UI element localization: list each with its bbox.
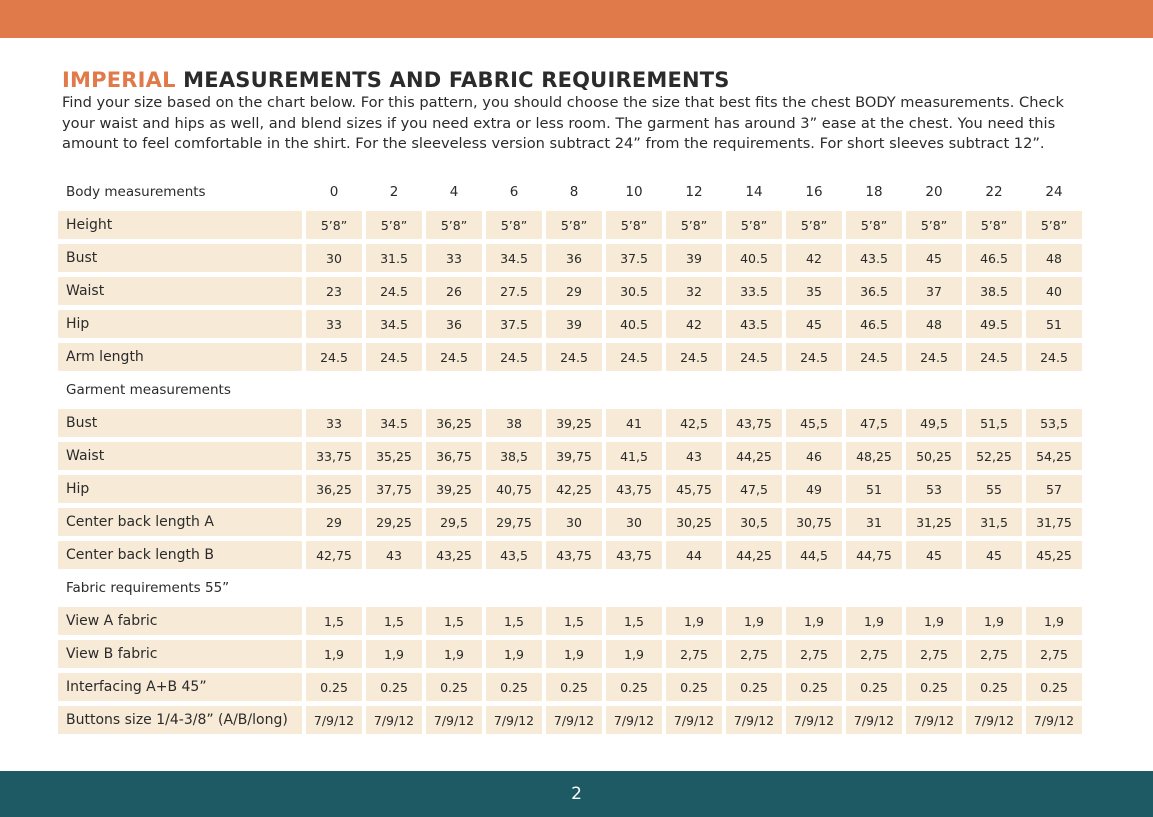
table-cell: 48,25 [846,442,902,470]
table-cell: 1,9 [546,640,602,668]
table-cell: 34.5 [486,244,542,272]
table-row [58,409,1082,437]
row-label: Height [58,211,302,239]
table-cell: 43,75 [606,541,662,569]
table-cell: 38,5 [486,442,542,470]
table-row [58,343,1082,371]
table-cell: 2,75 [966,640,1022,668]
table-cell: 40,75 [486,475,542,503]
empty-cell [966,574,1022,602]
table-cell: 30 [606,508,662,536]
size-header: 12 [685,184,703,200]
empty-cell [606,574,662,602]
empty-cell [966,376,1022,404]
table-cell: 0.25 [786,673,842,701]
table-cell: 44,5 [786,541,842,569]
table-row [58,277,1082,305]
table-cell: 44,75 [846,541,902,569]
table-cell: 43,5 [486,541,542,569]
table-cell: 46.5 [846,310,902,338]
table-row [58,442,1082,470]
table-cell: 5’8” [606,211,662,239]
empty-cell [606,376,662,404]
table-cell: 40 [1026,277,1082,305]
table-cell: 48 [906,310,962,338]
table-cell: 24.5 [846,343,902,371]
size-header: 18 [865,184,883,200]
top-color-band [0,0,1153,38]
table-row [58,508,1082,536]
empty-cell [366,376,422,404]
table-cell: 41 [606,409,662,437]
table-row [58,640,1082,668]
table-cell: 49,5 [906,409,962,437]
table-cell: 51 [1026,310,1082,338]
empty-cell [666,376,722,404]
empty-cell [306,574,362,602]
table-cell: 7/9/12 [1026,706,1082,734]
table-cell: 1,5 [426,607,482,635]
table-cell: 0.25 [1026,673,1082,701]
table-cell: 24.5 [486,343,542,371]
table-cell: 29,5 [426,508,482,536]
table-cell: 7/9/12 [486,706,542,734]
table-cell: 37 [906,277,962,305]
size-header: 20 [925,184,943,200]
table-cell: 37.5 [606,244,662,272]
table-row [58,541,1082,569]
table-cell: 43 [366,541,422,569]
size-header: 6 [509,184,519,200]
table-cell: 46 [786,442,842,470]
table-cell: 1,9 [786,607,842,635]
table-cell: 45,5 [786,409,842,437]
table-cell: 7/9/12 [306,706,362,734]
table-cell: 43,75 [606,475,662,503]
size-header: 24 [1045,184,1063,200]
table-cell: 29 [546,277,602,305]
table-cell: 26 [426,277,482,305]
empty-cell [906,574,962,602]
table-cell: 24.5 [786,343,842,371]
footer-band [0,771,1153,817]
table-cell: 54,25 [1026,442,1082,470]
table-cell: 53 [906,475,962,503]
table-cell: 30,25 [666,508,722,536]
table-cell: 42,25 [546,475,602,503]
table-cell: 43.5 [726,310,782,338]
row-label: Hip [58,475,302,503]
table-cell: 33 [306,310,362,338]
table-cell: 44,25 [726,541,782,569]
empty-cell [426,376,482,404]
table-row [58,310,1082,338]
section-header-row [58,574,1082,602]
table-cell: 1,9 [846,607,902,635]
table-cell: 31,75 [1026,508,1082,536]
row-label: Arm length [58,343,302,371]
table-cell: 1,9 [906,607,962,635]
table-cell: 45 [906,541,962,569]
table-cell: 5’8” [306,211,362,239]
table-cell: 52,25 [966,442,1022,470]
table-row [58,475,1082,503]
table-cell: 7/9/12 [846,706,902,734]
table-cell: 42,75 [306,541,362,569]
table-cell: 2,75 [786,640,842,668]
table-cell: 43,75 [546,541,602,569]
table-cell: 37,75 [366,475,422,503]
section-heading: Fabric requirements 55” [66,580,230,596]
table-cell: 43,75 [726,409,782,437]
table-cell: 7/9/12 [786,706,842,734]
table-cell: 53,5 [1026,409,1082,437]
row-label: View A fabric [58,607,302,635]
table-cell: 2,75 [1026,640,1082,668]
measurements-table [54,173,1086,739]
table-cell: 24.5 [726,343,782,371]
table-cell: 45,25 [1026,541,1082,569]
section-heading: Garment measurements [66,382,231,398]
table-cell: 29,25 [366,508,422,536]
size-header: 10 [625,184,643,200]
table-cell: 50,25 [906,442,962,470]
table-cell: 30 [306,244,362,272]
table-cell: 29,75 [486,508,542,536]
table-cell: 36,25 [306,475,362,503]
table-cell: 55 [966,475,1022,503]
table-cell: 49 [786,475,842,503]
empty-cell [726,376,782,404]
table-cell: 24.5 [966,343,1022,371]
table-cell: 36 [426,310,482,338]
empty-cell [366,574,422,602]
table-cell: 29 [306,508,362,536]
table-cell: 1,5 [546,607,602,635]
table-cell: 1,5 [366,607,422,635]
empty-cell [1026,574,1082,602]
table-cell: 36,25 [426,409,482,437]
row-label: Waist [58,277,302,305]
table-cell: 5’8” [846,211,902,239]
empty-cell [846,376,902,404]
table-cell: 33 [306,409,362,437]
empty-cell [726,574,782,602]
table-cell: 1,9 [726,607,782,635]
table-cell: 24.5 [366,343,422,371]
table-cell: 57 [1026,475,1082,503]
table-cell: 30,5 [726,508,782,536]
row-label: Interfacing A+B 45” [58,673,302,701]
table-cell: 48 [1026,244,1082,272]
section-header-row [58,376,1082,404]
size-header: 14 [745,184,763,200]
table-cell: 51 [846,475,902,503]
table-cell: 24.5 [666,343,722,371]
table-cell: 1,5 [486,607,542,635]
table-row [58,673,1082,701]
empty-cell [906,376,962,404]
table-cell: 30.5 [606,277,662,305]
table-cell: 46.5 [966,244,1022,272]
empty-cell [486,574,542,602]
table-cell: 1,9 [426,640,482,668]
table-cell: 1,9 [366,640,422,668]
table-cell: 27.5 [486,277,542,305]
table-row [58,607,1082,635]
table-cell: 2,75 [846,640,902,668]
table-cell: 43 [666,442,722,470]
row-label: Waist [58,442,302,470]
table-cell: 24.5 [306,343,362,371]
table-cell: 24.5 [1026,343,1082,371]
table-cell: 1,5 [606,607,662,635]
table-cell: 0.25 [726,673,782,701]
table-cell: 36 [546,244,602,272]
size-header: 2 [389,184,399,200]
measurements-table-body [58,178,1082,734]
table-cell: 42 [786,244,842,272]
table-cell: 35,25 [366,442,422,470]
table-cell: 40.5 [606,310,662,338]
table-cell: 1,9 [1026,607,1082,635]
page-number: 2 [571,784,582,804]
row-label: View B fabric [58,640,302,668]
table-cell: 1,9 [606,640,662,668]
table-cell: 31,25 [906,508,962,536]
table-cell: 7/9/12 [546,706,602,734]
table-cell: 24.5 [366,277,422,305]
table-cell: 43.5 [846,244,902,272]
table-cell: 1,9 [666,607,722,635]
size-header: 8 [569,184,579,200]
table-cell: 47,5 [846,409,902,437]
table-cell: 5’8” [666,211,722,239]
table-cell: 39 [546,310,602,338]
table-cell: 30,75 [786,508,842,536]
table-cell: 0.25 [966,673,1022,701]
table-cell: 34.5 [366,310,422,338]
intro-paragraph: Find your size based on the chart below. For this pattern, you should choose the size that best fits the chest BODY measurements. Check your waist and hips as well, and blend sizes if you need extra or less room. The garment has around 3” ease at the chest. You need this amount to feel comfortable in the shirt. For the sleeveless version subtract 24” from the requirements. For short sleeves subtract 12”. [62,94,1064,152]
table-cell: 23 [306,277,362,305]
table-cell: 0.25 [666,673,722,701]
table-cell: 44,25 [726,442,782,470]
table-cell: 24.5 [546,343,602,371]
table-cell: 33,75 [306,442,362,470]
row-label: Bust [58,409,302,437]
table-cell: 24.5 [906,343,962,371]
table-cell: 35 [786,277,842,305]
table-cell: 7/9/12 [966,706,1022,734]
table-cell: 5’8” [966,211,1022,239]
table-cell: 33.5 [726,277,782,305]
page-title [62,68,730,92]
size-header: 22 [985,184,1003,200]
table-cell: 37.5 [486,310,542,338]
table-cell: 0.25 [486,673,542,701]
table-cell: 0.25 [426,673,482,701]
table-cell: 45 [906,244,962,272]
table-cell: 32 [666,277,722,305]
title-accent: IMPERIAL [62,68,176,92]
empty-cell [786,574,842,602]
table-cell: 34.5 [366,409,422,437]
table-cell: 7/9/12 [426,706,482,734]
table-cell: 1,9 [966,607,1022,635]
size-header: 16 [805,184,823,200]
table-cell: 1,9 [306,640,362,668]
row-label: Center back length B [58,541,302,569]
table-cell: 5’8” [906,211,962,239]
table-cell: 7/9/12 [366,706,422,734]
empty-cell [546,376,602,404]
table-cell: 33 [426,244,482,272]
table-row [58,706,1082,734]
table-cell: 42,5 [666,409,722,437]
table-cell: 5’8” [546,211,602,239]
table-cell: 31 [846,508,902,536]
table-cell: 1,9 [486,640,542,668]
table-cell: 45 [786,310,842,338]
empty-cell [1026,376,1082,404]
table-cell: 39,25 [426,475,482,503]
table-cell: 7/9/12 [666,706,722,734]
table-cell: 24.5 [606,343,662,371]
section-heading: Body measurements [66,184,206,200]
table-cell: 42 [666,310,722,338]
table-cell: 41,5 [606,442,662,470]
title-rest: MEASUREMENTS AND FABRIC REQUIREMENTS [175,68,730,92]
table-cell: 47,5 [726,475,782,503]
table-cell: 5’8” [1026,211,1082,239]
empty-cell [546,574,602,602]
table-cell: 2,75 [726,640,782,668]
table-cell: 1,5 [306,607,362,635]
section-header-row [58,178,1082,206]
row-label: Hip [58,310,302,338]
table-cell: 39,75 [546,442,602,470]
table-cell: 0.25 [546,673,602,701]
table-cell: 7/9/12 [906,706,962,734]
table-cell: 45,75 [666,475,722,503]
table-cell: 5’8” [726,211,782,239]
table-cell: 24.5 [426,343,482,371]
table-cell: 40.5 [726,244,782,272]
table-cell: 45 [966,541,1022,569]
table-cell: 39 [666,244,722,272]
table-cell: 2,75 [906,640,962,668]
row-label: Buttons size 1/4-3/8” (A/B/long) [58,706,302,734]
row-label: Center back length A [58,508,302,536]
table-cell: 39,25 [546,409,602,437]
size-header: 0 [329,184,339,200]
empty-cell [786,376,842,404]
table-cell: 0.25 [306,673,362,701]
empty-cell [486,376,542,404]
table-cell: 44 [666,541,722,569]
table-cell: 2,75 [666,640,722,668]
table-cell: 0.25 [606,673,662,701]
table-cell: 43,25 [426,541,482,569]
table-cell: 7/9/12 [726,706,782,734]
table-row [58,244,1082,272]
table-cell: 5’8” [486,211,542,239]
table-cell: 31,5 [966,508,1022,536]
table-cell: 0.25 [846,673,902,701]
empty-cell [426,574,482,602]
table-cell: 5’8” [426,211,482,239]
table-cell: 0.25 [366,673,422,701]
size-header: 4 [449,184,459,200]
table-cell: 38.5 [966,277,1022,305]
table-cell: 49.5 [966,310,1022,338]
table-cell: 0.25 [906,673,962,701]
table-cell: 51,5 [966,409,1022,437]
table-cell: 5’8” [786,211,842,239]
table-cell: 30 [546,508,602,536]
table-cell: 7/9/12 [606,706,662,734]
empty-cell [846,574,902,602]
table-cell: 31.5 [366,244,422,272]
table-cell: 5’8” [366,211,422,239]
table-cell: 36,75 [426,442,482,470]
empty-cell [306,376,362,404]
row-label: Bust [58,244,302,272]
table-cell: 38 [486,409,542,437]
table-cell: 36.5 [846,277,902,305]
empty-cell [666,574,722,602]
table-row [58,211,1082,239]
